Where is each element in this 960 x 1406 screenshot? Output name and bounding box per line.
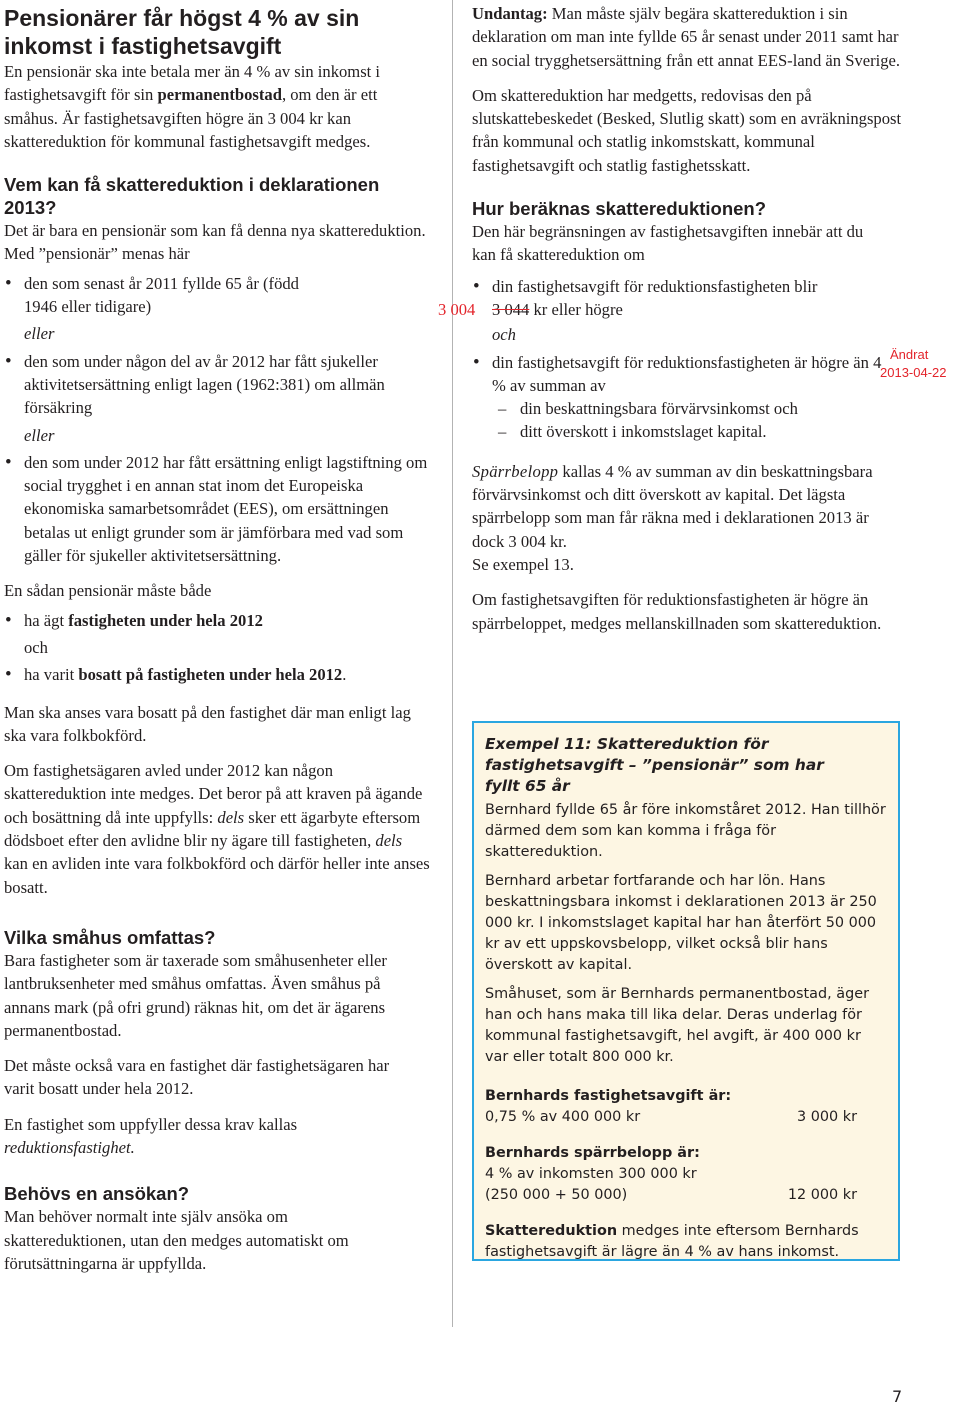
- apply-paragraph: Man behöver normalt inte själv ansöka om skattereduktionen, utan den medges automatiskt om förutsättningarna är uppfyllda.: [4, 1207, 349, 1273]
- sparr-paragraph: [472, 460, 892, 553]
- houses-paragraph-3: [4, 1113, 384, 1160]
- requirement-bold: bosatt på fastigheten under hela 2012: [78, 665, 343, 685]
- calc-list: [438, 275, 912, 322]
- intro-text: En pensionär ska inte betala mer än 4 % av sin inkomst i fastighetsavgift för sin: [4, 62, 381, 105]
- pensioner-criteria-list-2: [4, 350, 434, 420]
- list-item: • den som under någon del av år 2012 har fått sjukeller aktivitetsersättning enligt lagen (1962:381) om allmän försäkring: [4, 350, 422, 420]
- condition-text: din fastighetsavgift för reduktionsfastigheten blir: [492, 276, 818, 296]
- calc-heading: Hur beräknas skattereduktionen?: [472, 198, 767, 220]
- houses-paragraph-2: Det måste också vara en fastighet där fastighetsägaren har varit bosatt under hela 2012.: [4, 1056, 390, 1099]
- sparr-text: kallas 4 % av summan av din beskattningsbara förvärvsinkomst och ditt överskott av kapital. Det lägsta spärrbelopp som man får räkna med i deklarationen 2013 är dock 3 004 kr.: [472, 461, 873, 551]
- or-label: eller: [24, 324, 55, 344]
- intro-paragraph: [4, 60, 434, 153]
- sparr-calc-2: (250 000 + 50 000): [485, 1187, 628, 1203]
- higher-paragraph: Om fastighetsavgiften för reduktionsfastigheten är högre än spärrbeloppet, medges mellanskillnaden som skattereduktion.: [472, 590, 882, 633]
- sparr-section: [485, 1143, 887, 1206]
- who-text: Det är bara en pensionär som kan få denna nya skattereduktion. Med ”pensionär” menas här: [4, 221, 426, 264]
- died-text-a: Om fastighetsägaren avled under 2012 kan någon skattereduktion inte medges. Det beror på att kraven på ägande och bosättning då inte uppfylls:: [4, 761, 423, 827]
- condition-text: • din fastighetsavgift för reduktionsfastigheten är högre än 4 % av summan av: [492, 352, 882, 395]
- died-paragraph: [4, 759, 430, 899]
- exception-label: Undantag:: [472, 4, 548, 23]
- died-dels-2: dels: [375, 831, 403, 851]
- who-heading: Vem kan få skattereduktion i deklarationen 2013?: [4, 174, 380, 219]
- pensioner-criteria-list: [4, 272, 434, 319]
- list-item: [4, 663, 434, 686]
- sparr-term: Spärrbelopp: [472, 461, 559, 481]
- revision-date: 2013-04-22: [880, 365, 947, 380]
- exception-text: Man måste själv begära skattereduktion i sin deklaration om man inte fyllde 65 år senast under 2011 samt har en social trygghetsersättning från ett annat EES-land än Sverige.: [472, 4, 901, 70]
- resident-paragraph: Man ska anses vara bosatt på den fastighet där man enligt lag ska vara folkbokförd.: [4, 702, 411, 745]
- page-number: 7: [892, 1387, 903, 1406]
- example-box: [472, 721, 900, 1261]
- calc-condition-1: [438, 275, 912, 322]
- requirement-period: .: [342, 665, 347, 685]
- revision-note: [880, 346, 947, 382]
- houses-text: En fastighet som uppfyller dessa krav kallas: [4, 1114, 298, 1134]
- requirement-text: ha varit: [24, 665, 79, 685]
- sparr-value: 12 000 kr: [787, 1187, 857, 1203]
- list-item: [438, 275, 912, 322]
- conclusion-paragraph: [485, 1221, 887, 1263]
- died-dels-1: dels: [217, 807, 245, 827]
- left-column: [4, 0, 434, 1275]
- died-text-c: kan en avliden inte vara folkbokförd och därför heller inte anses bosatt.: [4, 854, 430, 897]
- and-label: och: [492, 325, 516, 345]
- fee-row: [485, 1107, 887, 1128]
- died-text-b: sker ett ägarbyte eftersom dödsboet efter den avlidne blir ny ägare till fastigheten,: [4, 807, 421, 851]
- see-example-link[interactable]: Se exempel 13.: [472, 554, 574, 574]
- list-item: – din beskattningsbara förvärvsinkomst och: [492, 397, 912, 420]
- houses-heading: Vilka småhus omfattas?: [4, 926, 216, 948]
- requirement-text: ha ägt: [24, 610, 69, 630]
- fee-label: Bernhards fastighetsavgift är:: [485, 1088, 732, 1104]
- requirement-list-2: [4, 663, 434, 686]
- example-paragraph-3: Småhuset, som är Bernhards permanentbostad, äger han och hans maka till lika delar. Deras underlag för kommunal fastighetsavgift, hel avgift, är 400 000 kr var eller totalt 800 000 kr.: [485, 986, 870, 1065]
- granted-paragraph: Om skattereduktion har medgetts, redovisas den på slutskattebeskedet (Besked, Slutlig skatt) som en avräkningspost från kommunal och statlig inkomstskatt, kommunal fastighetsavgift och statlig fastighetsskatt.: [472, 85, 902, 175]
- revision-label: Ändrat: [890, 347, 929, 362]
- list-item: – ditt överskott i inkomstslaget kapital.: [492, 420, 912, 443]
- sparr-label: Bernhards spärrbelopp är:: [485, 1145, 700, 1161]
- example-title: Exempel 11: Skattereduktion för fastighetsavgift – ”pensionär” som har fyllt 65 år: [485, 735, 824, 795]
- requirement-bold: fastigheten under hela 2012: [68, 610, 263, 630]
- fee-section: [485, 1086, 887, 1128]
- example-paragraph-2: Bernhard arbetar fortfarande och har lön. Hans beskattningsbara inkomst i deklarationen 2013 är 250 000 kr. I inkomstslaget kapital har han återfört 50 000 kr av ett uppskovsbelopp, vilket också blir hans överskott av kapital.: [485, 873, 877, 973]
- requirement-list: [4, 609, 434, 632]
- conclusion-text: medges inte eftersom Bernhards fastighetsavgift är lägre än 4 % av hans inkomst.: [485, 1223, 859, 1260]
- column-divider: [452, 0, 453, 1327]
- fee-value: 3 000 kr: [796, 1109, 857, 1125]
- right-column: [438, 2, 912, 635]
- houses-paragraph-1: Bara fastigheter som är taxerade som småhusenheter eller lantbruksenheter med småhus omfattas. Även småhus på annans mark (på ofri grund) räknas hit, om det är ägarens permanentbostad.: [4, 950, 387, 1040]
- condition-text-rest: kr eller högre: [529, 299, 623, 319]
- list-item: • den som senast år 2011 fyllde 65 år (född 1946 eller tidigare): [4, 272, 309, 319]
- and-label: och: [24, 637, 48, 657]
- or-label: eller: [24, 425, 55, 445]
- list-item: [472, 351, 912, 444]
- revised-amount: 3 004: [438, 299, 476, 319]
- sparr-row: [485, 1185, 887, 1206]
- apply-heading: Behövs en ansökan?: [4, 1183, 190, 1205]
- houses-term: reduktionsfastighet.: [4, 1137, 135, 1157]
- page-title: Pensionärer får högst 4 % av sin inkomst i fastighetsavgift: [4, 5, 360, 59]
- fee-calc: 0,75 % av 400 000 kr: [485, 1109, 641, 1125]
- list-item: • den som under 2012 har fått ersättning enligt lagstiftning om social trygghet i en annan stat inom det Europeiska ekonomiska samarbetsområdet (EES), om ersättningen betalas ut enligt grunder som är jämförbara med vad som gäller för sjukeller aktivitetsersättning.: [4, 451, 432, 567]
- sum-list: [492, 397, 912, 444]
- calc-list-2: [472, 351, 912, 444]
- example-paragraph-1: Bernhard fyllde 65 år före inkomståret 2012. Han tillhör därmed dem som kan komma i fråga för skattereduktion.: [485, 802, 886, 860]
- pensioner-criteria-list-3: [4, 451, 434, 567]
- list-item: [4, 609, 434, 632]
- conclusion-bold: Skattereduktion: [485, 1223, 618, 1239]
- exception-paragraph: [472, 2, 902, 72]
- sparr-calc-1: 4 % av inkomsten 300 000 kr: [485, 1166, 697, 1182]
- must-text: En sådan pensionär måste både: [4, 581, 212, 601]
- intro-text-rest: , om den är ett småhus. Är fastighetsavgiften högre än 3 004 kr kan skattereduktion för kommunal fastighetsavgift medges.: [4, 85, 378, 151]
- intro-bold: permanentbostad: [157, 85, 282, 105]
- struck-amount: 3 044: [492, 299, 530, 319]
- calc-text: Den här begränsningen av fastighetsavgiften innebär att du kan få skattereduktion om: [472, 222, 864, 265]
